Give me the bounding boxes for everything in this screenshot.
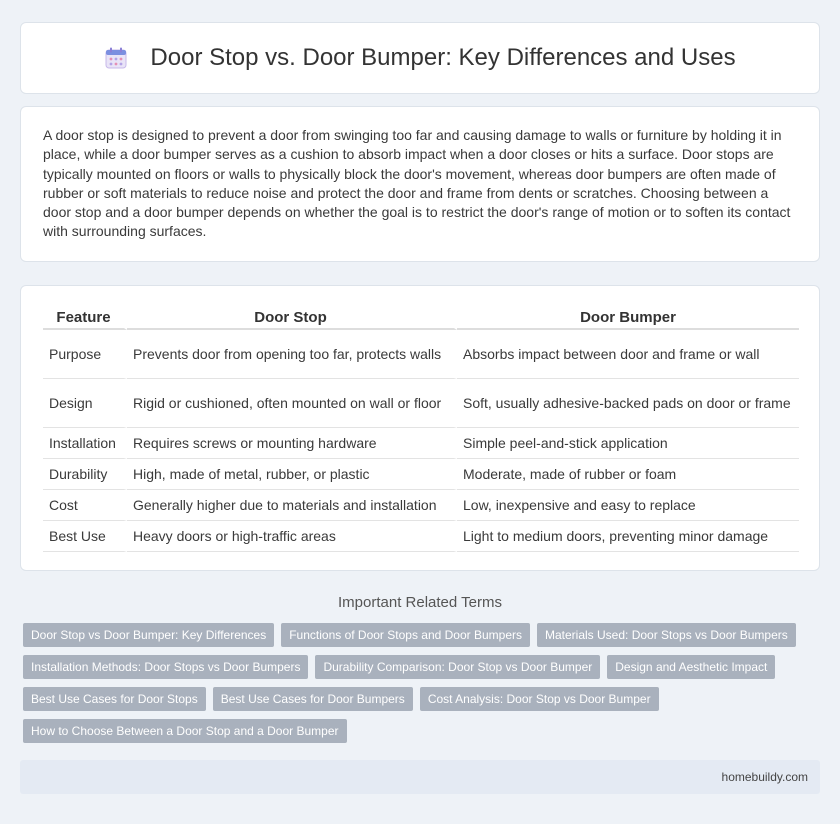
row-door-stop-cell: High, made of metal, rubber, or plastic xyxy=(127,459,457,490)
page-title: Door Stop vs. Door Bumper: Key Differences and Uses xyxy=(150,44,736,71)
calendar-icon xyxy=(104,46,128,70)
intro-card xyxy=(20,106,820,262)
related-tag[interactable]: Design and Aesthetic Impact xyxy=(607,655,775,679)
footer-site-link[interactable]: homebuildy.com xyxy=(721,770,808,784)
table-row xyxy=(43,428,799,459)
row-feature-cell: Cost xyxy=(43,490,127,521)
table-row xyxy=(43,521,799,552)
row-door-bumper-cell: Simple peel-and-stick application xyxy=(457,428,799,459)
row-door-stop-cell: Generally higher due to materials and installation xyxy=(127,490,457,521)
row-door-stop-cell: Requires screws or mounting hardware xyxy=(127,428,457,459)
table-row xyxy=(43,379,799,428)
row-feature-cell: Purpose xyxy=(43,330,127,379)
row-door-stop-cell: Prevents door from opening too far, protects walls xyxy=(127,330,457,379)
row-feature-cell: Best Use xyxy=(43,521,127,552)
related-tag[interactable]: Best Use Cases for Door Bumpers xyxy=(213,687,413,711)
related-tags xyxy=(20,623,820,751)
related-tag[interactable]: Door Stop vs Door Bumper: Key Differences xyxy=(23,623,274,647)
footer xyxy=(20,760,820,794)
header-feature: Feature xyxy=(43,304,127,330)
row-door-bumper-cell: Low, inexpensive and easy to replace xyxy=(457,490,799,521)
related-tag[interactable]: Best Use Cases for Door Stops xyxy=(23,687,206,711)
row-feature-cell: Durability xyxy=(43,459,127,490)
row-feature-cell: Installation xyxy=(43,428,127,459)
header-door-bumper: Door Bumper xyxy=(457,304,799,330)
related-terms-section xyxy=(20,594,820,751)
row-feature-cell: Design xyxy=(43,379,127,428)
related-terms-title: Important Related Terms xyxy=(338,594,502,611)
row-door-bumper-cell: Absorbs impact between door and frame or wall xyxy=(457,330,799,379)
table-row xyxy=(43,490,799,521)
related-tag[interactable]: Functions of Door Stops and Door Bumpers xyxy=(281,623,530,647)
header-door-stop: Door Stop xyxy=(127,304,457,330)
related-tag[interactable]: Durability Comparison: Door Stop vs Door Bumper xyxy=(315,655,600,679)
related-tag[interactable]: Materials Used: Door Stops vs Door Bumpers xyxy=(537,623,796,647)
related-tag[interactable]: How to Choose Between a Door Stop and a Door Bumper xyxy=(23,719,347,743)
title-card xyxy=(20,22,820,94)
intro-paragraph: A door stop is designed to prevent a door from swinging too far and causing damage to walls or furniture by holding it in place, while a door bumper serves as a cushion to absorb impact when a door closes or hits a surface. Door stops are typically mounted on floors or walls to physically block the door's movement, whereas door bumpers are often made of rubber or soft materials to reduce noise and protect the door and frame from dents or scratches. Choosing between a door stop and a door bumper depends on whether the goal is to restrict the door's range of motion or to soften its contact with surrounding surfaces. xyxy=(43,127,791,240)
row-door-stop-cell: Heavy doors or high-traffic areas xyxy=(127,521,457,552)
table-header-row xyxy=(43,304,799,330)
table-row xyxy=(43,459,799,490)
table-row xyxy=(43,330,799,379)
row-door-bumper-cell: Soft, usually adhesive-backed pads on door or frame xyxy=(457,379,799,428)
comparison-table xyxy=(43,304,799,552)
row-door-bumper-cell: Light to medium doors, preventing minor damage xyxy=(457,521,799,552)
comparison-table-card xyxy=(20,285,820,571)
row-door-bumper-cell: Moderate, made of rubber or foam xyxy=(457,459,799,490)
row-door-stop-cell: Rigid or cushioned, often mounted on wall or floor xyxy=(127,379,457,428)
related-tag[interactable]: Cost Analysis: Door Stop vs Door Bumper xyxy=(420,687,659,711)
related-tag[interactable]: Installation Methods: Door Stops vs Door Bumpers xyxy=(23,655,308,679)
